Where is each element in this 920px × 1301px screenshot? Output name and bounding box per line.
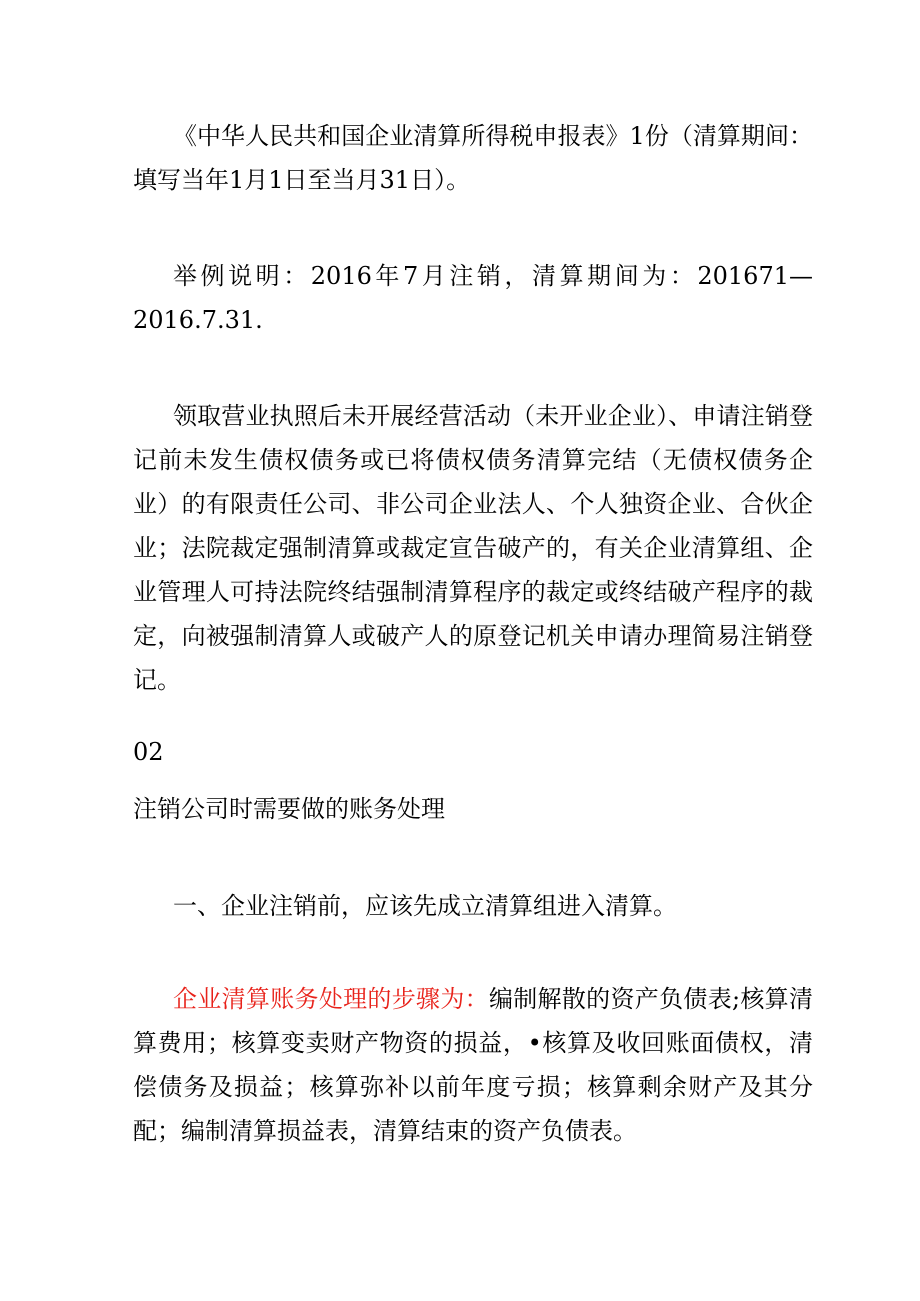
paragraph-example: 举例说明：2016年7月注销，清算期间为：201671—2016.7.31. [133,262,813,334]
highlight-steps-label: 企业清算账务处理的步骤为： [173,985,489,1013]
paragraph-liquidation-tax-form: 《中华人民共和国企业清算所得税申报表》1份（清算期间：填写当年1月1日至当月31日）。 [133,122,813,194]
paragraph-simplified-deregistration: 领取营业执照后未开展经营活动（未开业企业）、申请注销登记前未发生债权债务或已将债权债务清算完结（无债权债务企业）的有限责任公司、非公司企业法人、个人独资企业、合伙企业；法院裁定强制清算或裁定宣告破产的，有关企业清算组、企业管理人可持法院终结强制清算程序的裁定或终结破产程序的裁定，向被强制清算人或破产人的原登记机关申请办理简易注销登记。 [133,402,813,694]
paragraph-accounting-steps [133,977,813,1153]
section-number: 02 [133,738,164,766]
paragraph-step-one: 一、企业注销前，应该先成立清算组进入清算。 [173,892,677,920]
steps-text: 编制解散的资产负债表;核算清算费用；核算变卖财产物资的损益，•核算及收回账面债权，清偿债务及损益；核算弥补以前年度亏损；核算剩余财产及其分配；编制清算损益表，清算结束的资产负债表。 [133,985,813,1145]
section-title: 注销公司时需要做的账务处理 [133,795,445,823]
